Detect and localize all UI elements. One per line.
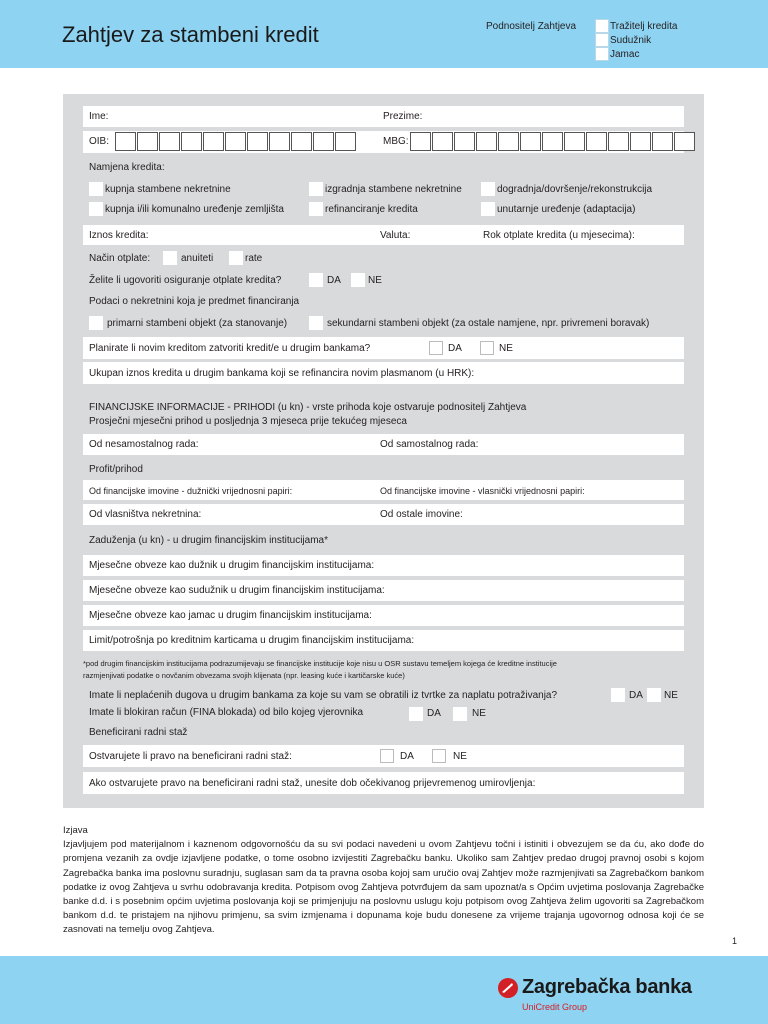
anuiteti-label: anuiteti	[181, 253, 214, 264]
mbg-digit-cell[interactable]	[674, 132, 695, 151]
refinance-total-label: Ukupan iznos kredita u drugim bankama koji se refinancira novim plasmanom (u HRK):	[89, 368, 475, 379]
page-title: Zahtjev za stambeni kredit	[62, 22, 319, 47]
debts-heading: Zaduženja (u kn) - u drugim financijskim institucijama*	[89, 535, 328, 546]
mbg-digit-cell[interactable]	[608, 132, 629, 151]
oib-digit-cell[interactable]	[335, 132, 356, 151]
loan-amount-row[interactable]	[83, 225, 684, 245]
purpose-option-zemljiste: kupnja i/ili komunalno uređenje zemljišta	[105, 204, 284, 215]
role-checkbox-suduznik[interactable]	[595, 33, 609, 47]
suduznik-label: Mjesečne obveze kao sudužnik u drugim financijskim institucijama:	[89, 585, 385, 596]
oib-digit-cell[interactable]	[115, 132, 136, 151]
purpose-checkbox-dogradnja[interactable]	[481, 182, 495, 196]
mbg-digit-cell[interactable]	[410, 132, 431, 151]
vlas-papiri-label: Od financijske imovine - vlasnički vrijednosni papiri:	[380, 486, 585, 496]
purpose-option-izgradnja: izgradnja stambene nekretnine	[325, 184, 462, 195]
purpose-checkbox-izgradnja[interactable]	[309, 182, 323, 196]
role-label-suduznik: Sudužnik	[610, 35, 652, 46]
declaration-text: Izjavljujem pod materijalnom i kaznenom odgovornošću da su svi podaci navedeni u ovom Zahtjevu točni i istiniti i obvezujem se da ću, ako dođe do promjena vezanih za ovdje izjavljene podatke, o tome osobno izvijestiti Zagrebačku banku. Ukoliko sam Zahtjev predao drugoj pravnoj osobi s kojom Zagrebačka banka ima poslovnu suradnju, suglasan sam da ta pravna osoba kojoj sam uručio ovaj Zahtjev može razmjenjivati sa Zagrebačkom bankom podatke iz ovog Zahtjeva u svrhu odobravanja kredita. Potpisom ovog Zahtjeva potvrđujem da sam upoznat/a s Općim uvjetima poslovanja Zagrebačke banke d.d. i s posebnim općim uvjetima poslovanja koji se primjenjuju na poslovnu uslugu koju potpisom ovog Zahtjeva želim ugovoriti sa Zagrebačkom bankom d.d. te pristajem na njihovu primjenu, sa svim izmjenama i dopunama koje budu donesene za vrijeme trajanja ugovornog odnosa koji će se zasnovati na temelju ovog Zahtjeva.	[63, 839, 704, 936]
nesamostalni-label: Od nesamostalnog rada:	[89, 439, 199, 450]
securities-income-row[interactable]	[83, 480, 684, 500]
primary-property-label: primarni stambeni objekt (za stanovanje)	[107, 318, 288, 329]
oib-digit-cell[interactable]	[137, 132, 158, 151]
declaration	[63, 824, 704, 938]
secondary-property-label: sekundarni stambeni objekt (za ostale namjene, npr. privremeni boravak)	[327, 318, 650, 329]
benefit-age-row[interactable]	[83, 772, 684, 794]
rate-label: rate	[245, 253, 263, 264]
benefit-da-checkbox[interactable]	[380, 749, 394, 763]
nekretnine-label: Od vlasništva nekretnina:	[89, 509, 202, 520]
footnote-line-1: *pod drugim financijskim institucijama podrazumijevaju se financijske institucije koje nisu u OSR sustavu temeljem kojega će kreditne institucije	[83, 659, 557, 668]
purpose-checkbox-zemljiste[interactable]	[89, 202, 103, 216]
purpose-heading: Namjena kredita:	[89, 162, 165, 173]
osiguranje-da-checkbox[interactable]	[309, 273, 323, 287]
mbg-digit-cell[interactable]	[564, 132, 585, 151]
osiguranje-question: Želite li ugovoriti osiguranje otplate kredita?	[89, 275, 282, 286]
purpose-checkbox-kupnja[interactable]	[89, 182, 103, 196]
mbg-digit-cell[interactable]	[498, 132, 519, 151]
unpaid-da-label: DA	[629, 690, 643, 701]
valuta-label: Valuta:	[380, 230, 411, 241]
close-loans-question: Planirate li novim kreditom zatvoriti kredit/e u drugim bankama?	[89, 343, 371, 354]
mbg-digit-cell[interactable]	[652, 132, 673, 151]
benefit-row	[83, 745, 684, 767]
benefit-ne-checkbox[interactable]	[432, 749, 446, 763]
role-checklist	[595, 19, 705, 61]
mbg-digit-cell[interactable]	[454, 132, 475, 151]
property-income-row[interactable]	[83, 504, 684, 525]
name-row[interactable]	[83, 106, 684, 127]
close-loans-row	[83, 337, 684, 359]
role-checkbox-jamac[interactable]	[595, 47, 609, 61]
role-checkbox-trazitelj[interactable]	[595, 19, 609, 33]
applicant-label: Podnositelj Zahtjeva	[486, 21, 577, 32]
mbg-digit-cell[interactable]	[520, 132, 541, 151]
purpose-option-refinanciranje: refinanciranje kredita	[325, 204, 418, 215]
cards-row[interactable]	[83, 630, 684, 651]
ostala-label: Od ostale imovine:	[380, 509, 463, 520]
footnote-line-2: razmjenjivati podatke o novčanim obvezama svojih klijenata (npr. leasing kuće i kartičarske kuće)	[83, 671, 405, 680]
nacin-otplate-label: Način otplate:	[89, 253, 151, 264]
osiguranje-ne-checkbox[interactable]	[351, 273, 365, 287]
iznos-label: Iznos kredita:	[89, 230, 149, 241]
benefit-heading: Beneficirani radni staž	[89, 727, 188, 738]
close-loans-ne-checkbox[interactable]	[480, 341, 494, 355]
unpaid-ne-checkbox[interactable]	[647, 688, 661, 702]
declaration-heading: Izjava	[63, 825, 88, 836]
oib-digit-cell[interactable]	[313, 132, 334, 151]
purpose-option-adaptacija: unutarnje uređenje (adaptacija)	[497, 204, 636, 215]
mbg-digit-cell[interactable]	[586, 132, 607, 151]
role-label-trazitelj: Tražitelj kredita	[610, 21, 678, 32]
benefit-ne-label: NE	[453, 751, 467, 762]
purpose-checkbox-adaptacija[interactable]	[481, 202, 495, 216]
blocked-ne-checkbox[interactable]	[453, 707, 467, 721]
unpaid-ne-label: NE	[664, 690, 678, 701]
unpaid-da-checkbox[interactable]	[611, 688, 625, 702]
benefit-da-label: DA	[400, 751, 414, 762]
close-loans-ne-label: NE	[499, 343, 513, 354]
blocked-da-label: DA	[427, 708, 441, 719]
purpose-option-dogradnja: dogradnja/dovršenje/rekonstrukcija	[497, 184, 653, 195]
guarantor-row[interactable]	[83, 605, 684, 626]
debtor-row[interactable]	[83, 555, 684, 576]
bank-group: UniCredit Group	[522, 1002, 588, 1012]
oib-digit-cell[interactable]	[247, 132, 268, 151]
secondary-property-checkbox[interactable]	[309, 316, 323, 330]
benefit-question: Ostvarujete li pravo na beneficirani radni staž:	[89, 751, 292, 762]
bank-name: Zagrebačka banka	[522, 976, 692, 998]
oib-digit-cell[interactable]	[269, 132, 290, 151]
benefit-age-label: Ako ostvarujete pravo na beneficirani radni staž, unesite dob očekivanog prijevremenog umirovljenja:	[89, 778, 536, 789]
jamac-label: Mjesečne obveze kao jamac u drugim financijskim institucijama:	[89, 610, 372, 621]
oib-digit-cell[interactable]	[159, 132, 180, 151]
kartice-label: Limit/potrošnja po kreditnim karticama u drugim financijskim institucijama:	[89, 635, 415, 646]
mbg-digit-cell[interactable]	[476, 132, 497, 151]
dug-papiri-label: Od financijske imovine - dužnički vrijednosni papiri:	[89, 486, 293, 496]
income-subheading: Prosječni mjesečni prihod u posljednja 3 mjeseca prije tekućeg mjeseca	[89, 416, 407, 427]
close-loans-da-checkbox[interactable]	[429, 341, 443, 355]
ime-label: Ime:	[89, 111, 109, 122]
unpaid-debts-question: Imate li neplaćenih dugova u drugim bankama za koje su vam se obratili iz tvrtke za naplatu potraživanja?	[89, 690, 558, 701]
blocked-da-checkbox[interactable]	[409, 707, 423, 721]
close-loans-da-label: DA	[448, 343, 462, 354]
oib-digit-cell[interactable]	[181, 132, 202, 151]
purpose-checkbox-refinanciranje[interactable]	[309, 202, 323, 216]
role-label-jamac: Jamac	[610, 49, 640, 60]
mbg-digit-cell[interactable]	[542, 132, 563, 151]
property-heading: Podaci o nekretnini koja je predmet financiranja	[89, 296, 300, 307]
purpose-option-kupnja: kupnja stambene nekretnine	[105, 184, 231, 195]
codebtor-row[interactable]	[83, 580, 684, 601]
anuiteti-checkbox[interactable]	[163, 251, 177, 265]
rok-label: Rok otplate kredita (u mjesecima):	[483, 230, 635, 241]
form-panel	[63, 94, 704, 808]
mbg-digit-cell[interactable]	[630, 132, 651, 151]
samostalni-label: Od samostalnog rada:	[380, 439, 479, 450]
osiguranje-ne-label: NE	[368, 275, 382, 286]
oib-mbg-row	[83, 131, 684, 153]
page-number: 1	[732, 936, 738, 946]
oib-digit-cell[interactable]	[225, 132, 246, 151]
mbg-label: MBG:	[383, 136, 409, 147]
profit-heading: Profit/prihod	[89, 464, 143, 475]
refinance-total-row[interactable]	[83, 362, 684, 384]
prezime-label: Prezime:	[383, 111, 423, 122]
rate-checkbox[interactable]	[229, 251, 243, 265]
blocked-account-question: Imate li blokiran račun (FINA blokada) od bilo kojeg vjerovnika	[89, 707, 364, 718]
labor-income-row[interactable]	[83, 434, 684, 455]
mbg-digit-cell[interactable]	[432, 132, 453, 151]
osiguranje-da-label: DA	[327, 275, 341, 286]
oib-digit-cell[interactable]	[203, 132, 224, 151]
oib-digit-cell[interactable]	[291, 132, 312, 151]
income-heading: FINANCIJSKE INFORMACIJE - PRIHODI (u kn) - vrste prihoda koje ostvaruje podnositelj Zahtjeva	[89, 402, 527, 413]
oib-label: OIB:	[89, 136, 110, 147]
blocked-ne-label: NE	[472, 708, 486, 719]
unicredit-logo-icon	[497, 977, 519, 999]
duznik-label: Mjesečne obveze kao dužnik u drugim financijskim institucijama:	[89, 560, 375, 571]
primary-property-checkbox[interactable]	[89, 316, 103, 330]
